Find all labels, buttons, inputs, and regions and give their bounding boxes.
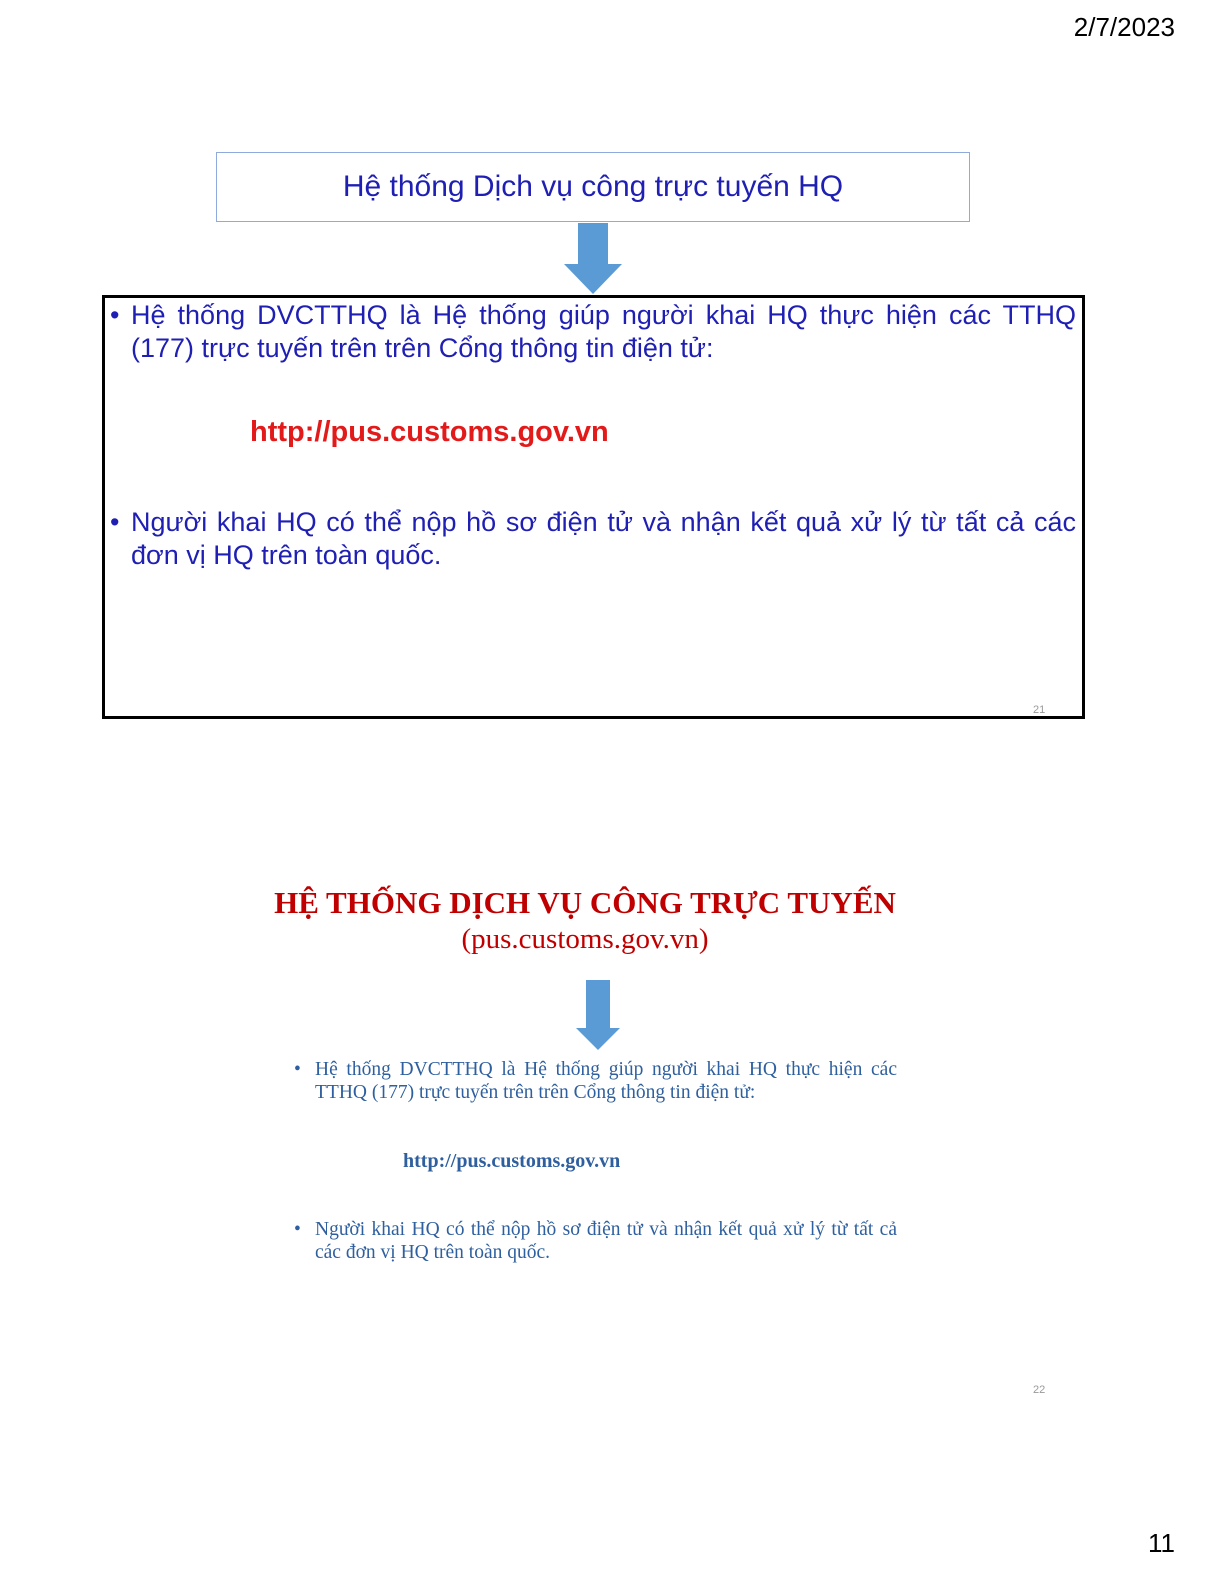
bullet-dot-icon: • bbox=[294, 1219, 301, 1240]
slide22-title: HỆ THỐNG DỊCH VỤ CÔNG TRỰC TUYẾN bbox=[274, 885, 896, 920]
slide22-bullet-1 bbox=[294, 1058, 897, 1104]
slide21-bullet-1-text: Hệ thống DVCTTHQ là Hệ thống giúp người khai HQ thực hiện các TTHQ (177) trực tuyến trên trên Cổng thông tin điện tử: bbox=[131, 300, 1076, 363]
slide22-bullet-2 bbox=[294, 1218, 897, 1264]
bullet-dot-icon: • bbox=[110, 300, 120, 330]
slide22-bullet-2-text: Người khai HQ có thể nộp hồ sơ điện tử và nhận kết quả xử lý từ tất cả các đơn vị HQ trên toàn quốc. bbox=[315, 1219, 897, 1263]
slide21-url-link[interactable]: http://pus.customs.gov.vn bbox=[250, 416, 609, 448]
slide21-title-box bbox=[216, 152, 970, 222]
slide22-url-link[interactable]: http://pus.customs.gov.vn bbox=[403, 1150, 621, 1172]
down-arrow-head-icon bbox=[564, 264, 622, 294]
slide22-number: 22 bbox=[1033, 1384, 1046, 1396]
slide21-title: Hệ thống Dịch vụ công trực tuyến HQ bbox=[342, 170, 844, 203]
bullet-dot-icon: • bbox=[110, 507, 120, 537]
bullet-dot-icon: • bbox=[294, 1059, 301, 1080]
slide22-subtitle: (pus.customs.gov.vn) bbox=[461, 923, 709, 955]
slide21-bullet-2-text: Người khai HQ có thể nộp hồ sơ điện tử và nhận kết quả xử lý từ tất cả các đơn vị HQ trên toàn quốc. bbox=[131, 507, 1076, 570]
page-date: 2/7/2023 bbox=[1073, 12, 1175, 42]
page-number: 11 bbox=[1148, 1528, 1175, 1558]
down-arrow-icon bbox=[586, 980, 610, 1030]
slide21-number: 21 bbox=[1033, 704, 1046, 716]
down-arrow-head-icon bbox=[576, 1028, 620, 1050]
slide21-bullet-2 bbox=[110, 506, 1076, 572]
down-arrow-icon bbox=[578, 223, 608, 265]
slide22-bullet-1-text: Hệ thống DVCTTHQ là Hệ thống giúp người khai HQ thực hiện các TTHQ (177) trực tuyến trên trên Cổng thông tin điện tử: bbox=[315, 1059, 897, 1103]
slide21-bullet-1 bbox=[110, 299, 1076, 365]
